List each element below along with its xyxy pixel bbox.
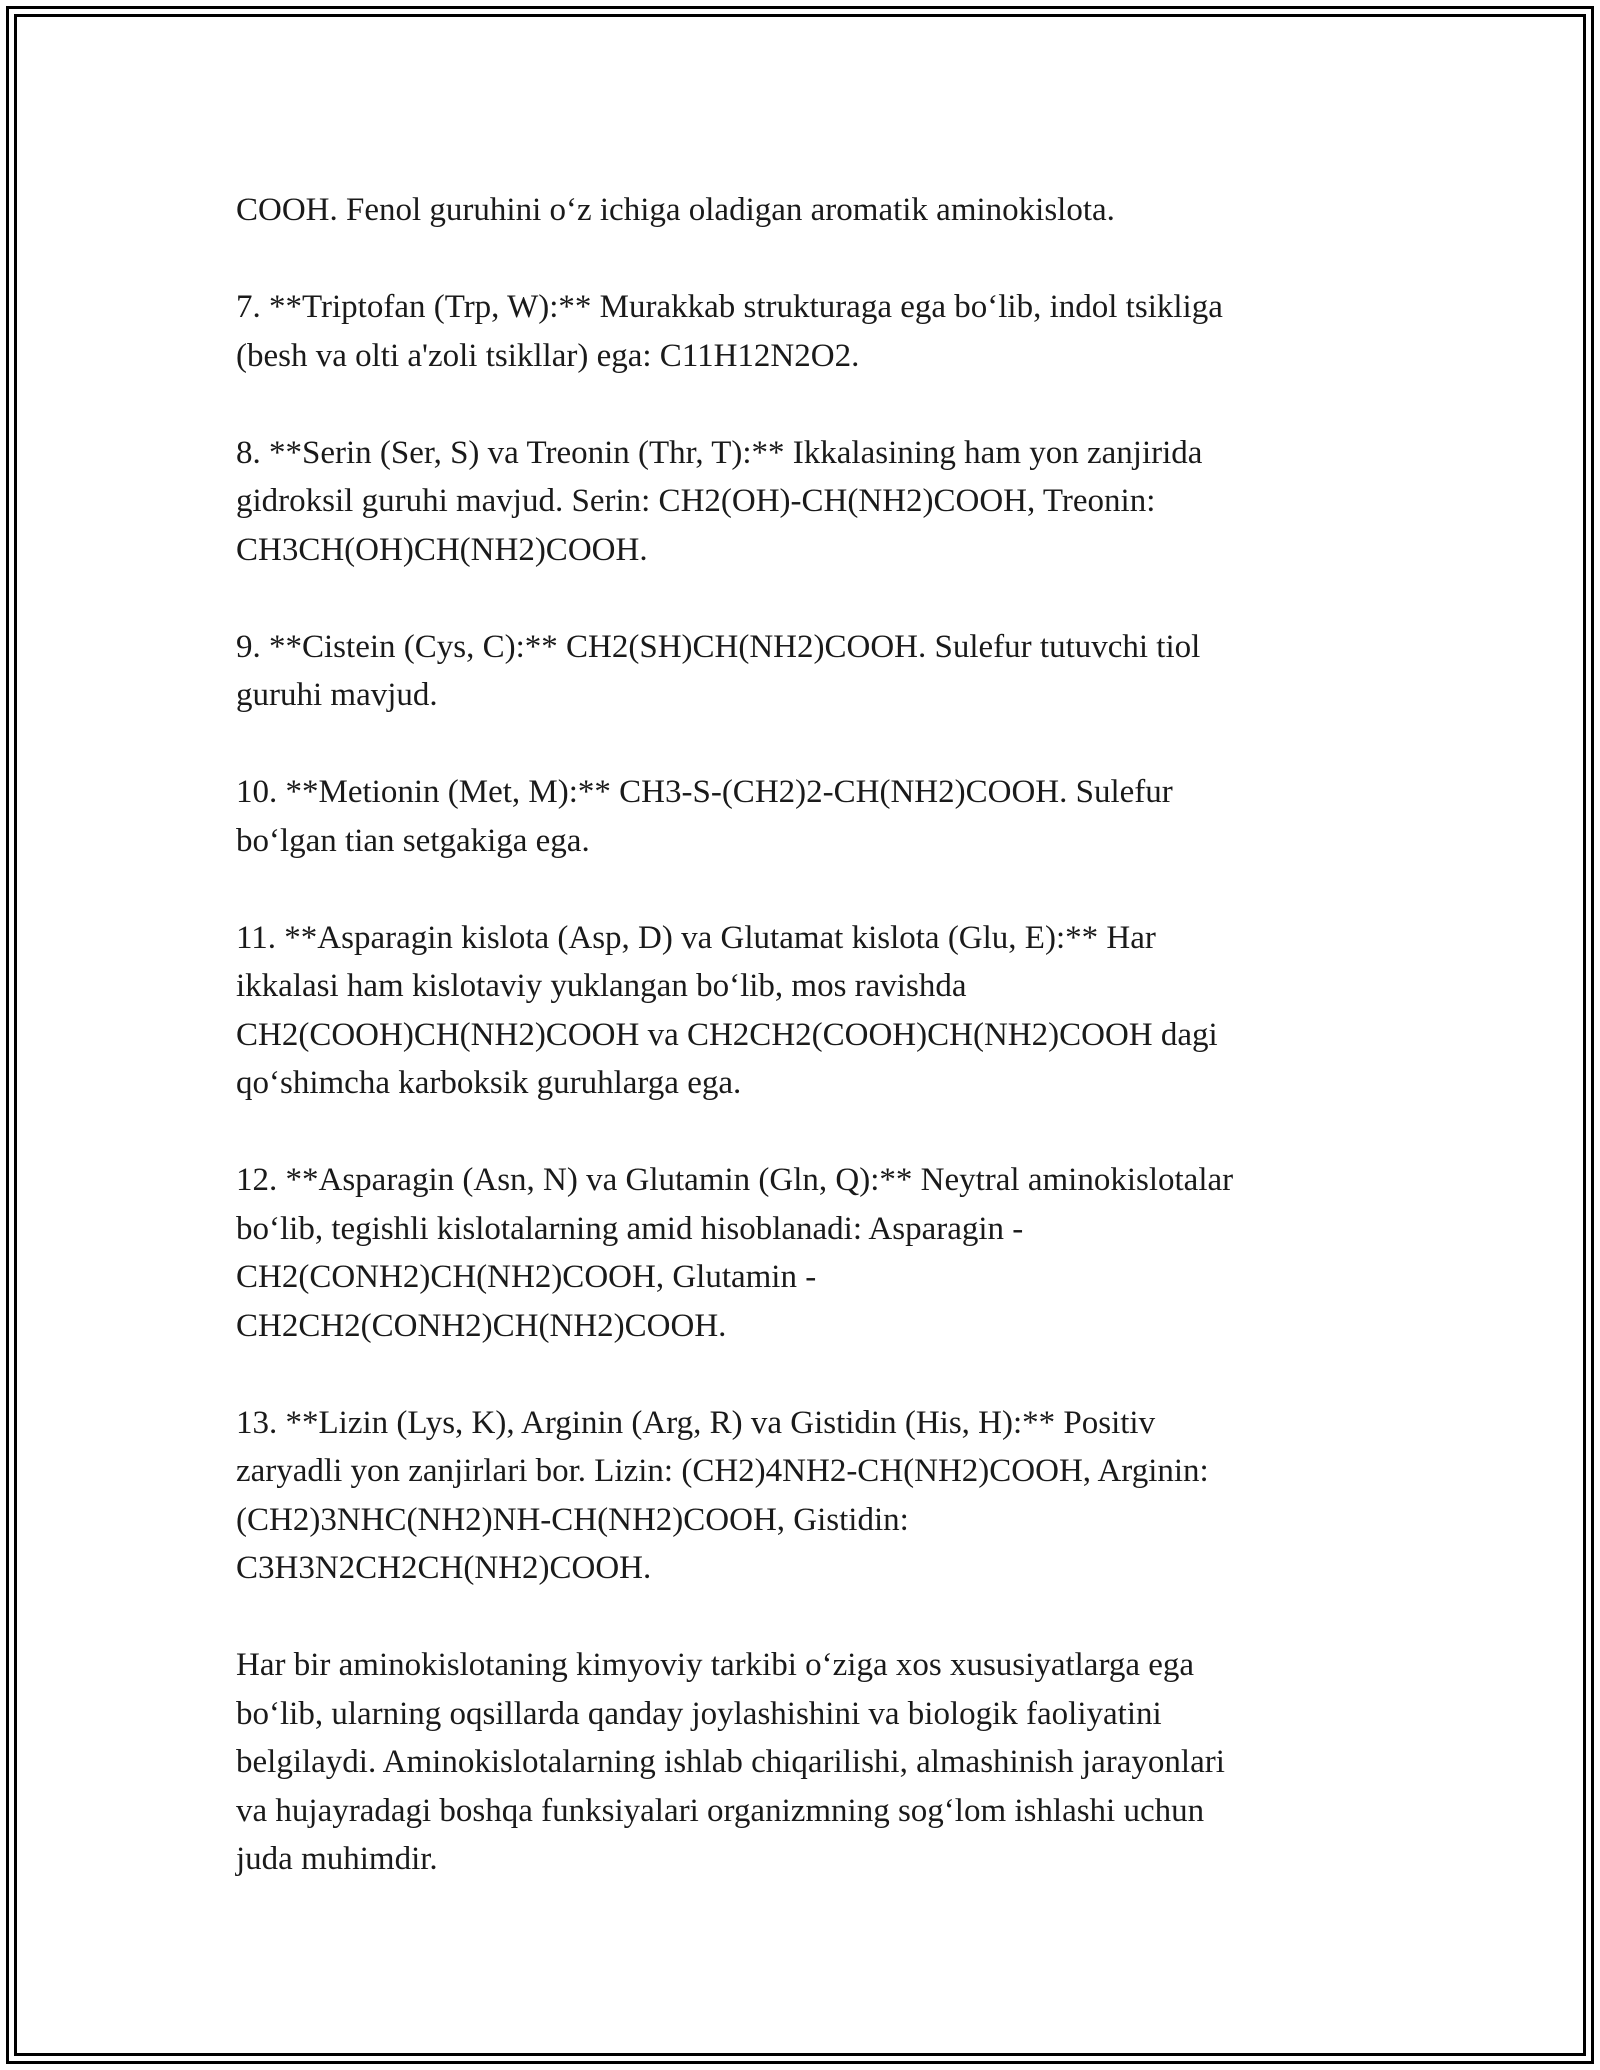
paragraph-lysine-arginine-histidine: 13. **Lizin (Lys, K), Arginin (Arg, R) va Gistidin (His, H):** Positiv zaryadli yon zanjirlari bor. Lizin: (CH2)4NH2-CH(NH2)COOH, Arginin: (CH2)3NHC(NH2)NH-CH(NH2)COOH, Gistidin: C3H3N2CH2CH(NH2)COOH. — [236, 1404, 1209, 1586]
paragraph-serine-threonine: 8. **Serin (Ser, S) va Treonin (Thr, T):** Ikkalasining ham yon zanjirida gidroksil guruhi mavjud. Serin: CH2(OH)-CH(NH2)COOH, Treonin: CH3CH(OH)CH(NH2)COOH. — [236, 434, 1203, 568]
paragraph-methionine: 10. **Metionin (Met, M):** CH3-S-(CH2)2-CH(NH2)COOH. Sulefur bo‘lgan tian setgakiga ega. — [236, 774, 1173, 859]
document-body — [236, 186, 1356, 1884]
paragraph-cysteine: 9. **Cistein (Cys, C):** CH2(SH)CH(NH2)COOH. Sulefur tutuvchi tiol guruhi mavjud. — [236, 628, 1201, 713]
paragraph-conclusion: Har bir aminokislotaning kimyoviy tarkibi o‘ziga xos xususiyatlarga ega bo‘lib, ularning oqsillarda qanday joylashishini va biologik faoliyatini belgilaydi. Aminokislotalarning ishlab chiqarilishi, almashinish jarayonlari va hujayradagi boshqa funksiyalari organizmning sog‘lom ishlashi uchun juda muhimdir. — [236, 1647, 1225, 1877]
paragraph-tryptophan: 7. **Triptofan (Trp, W):** Murakkab strukturaga ega bo‘lib, indol tsikliga (besh va olti a'zoli tsikllar) ega: C11H12N2O2. — [236, 289, 1223, 374]
paragraph-tyrosine-continuation: COOH. Fenol guruhini o‘z ichiga oladigan aromatik aminokislota. — [236, 192, 1115, 228]
paragraph-asparagine-glutamine: 12. **Asparagin (Asn, N) va Glutamin (Gln, Q):** Neytral aminokislotalar bo‘lib, tegishli kislotalarning amid hisoblanadi: Asparagin - CH2(CONH2)CH(NH2)COOH, Glutamin - CH2CH2(CONH2)CH(NH2)COOH. — [236, 1162, 1234, 1344]
paragraph-aspartate-glutamate: 11. **Asparagin kislota (Asp, D) va Glutamat kislota (Glu, E):** Har ikkalasi ham kislotaviy yuklangan bo‘lib, mos ravishda CH2(COOH)CH(NH2)COOH va CH2CH2(COOH)CH(NH2)COOH dagi qo‘shimcha karboksik guruhlarga ega. — [236, 919, 1218, 1101]
